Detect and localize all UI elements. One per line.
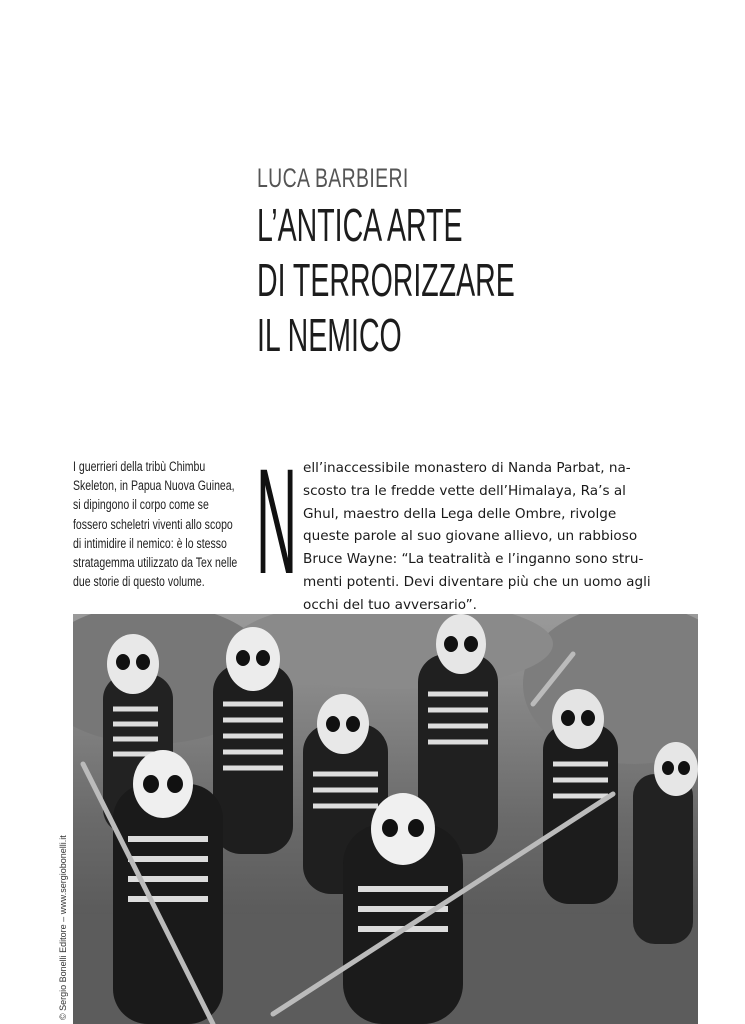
title-line: L’ANTICA ARTE	[257, 199, 463, 251]
article-title	[257, 198, 515, 363]
body-line: scosto tra le fredde vette dell’Himalaya, Ra’s al	[303, 482, 626, 499]
title-line: IL NEMICO	[257, 309, 402, 361]
caption-line: due storie di questo volume.	[73, 574, 205, 590]
body-line: Ghul, maestro della Lega delle Ombre, rivolge	[303, 505, 617, 522]
drop-cap: N	[256, 437, 298, 605]
photo-caption	[73, 457, 249, 591]
body-line: queste parole al suo giovane allievo, un rabbioso	[303, 528, 638, 545]
caption-line: Skeleton, in Papua Nuova Guinea,	[73, 478, 235, 494]
skeleton-warriors-photo	[73, 614, 698, 1024]
photo-credit: © Sergio Bonelli Editore – www.sergiobonelli.it	[58, 835, 68, 1020]
title-line: DI TERRORIZZARE	[257, 254, 515, 306]
caption-line: di intimidire il nemico: è lo stesso	[73, 535, 227, 551]
caption-line: si dipingono il corpo come se	[73, 497, 209, 513]
caption-line: stratagemma utilizzato da Tex nelle	[73, 555, 238, 571]
caption-line: fossero scheletri viventi allo scopo	[73, 516, 233, 532]
warrior-figure	[113, 750, 223, 1024]
author-name: LUCA BARBIERI	[257, 163, 409, 193]
body-line: occhi del tuo avversario”.	[303, 596, 477, 613]
body-line: ell’inaccessibile monastero di Nanda Parbat, na-	[303, 460, 631, 476]
article-body	[303, 457, 698, 617]
body-line: menti potenti. Devi diventare più che un uomo agli	[303, 573, 651, 590]
body-line: Bruce Wayne: “La teatralità e l’inganno sono stru-	[303, 551, 644, 568]
photo-illustration	[73, 614, 698, 1024]
caption-line: I guerrieri della tribù Chimbu	[73, 459, 206, 474]
